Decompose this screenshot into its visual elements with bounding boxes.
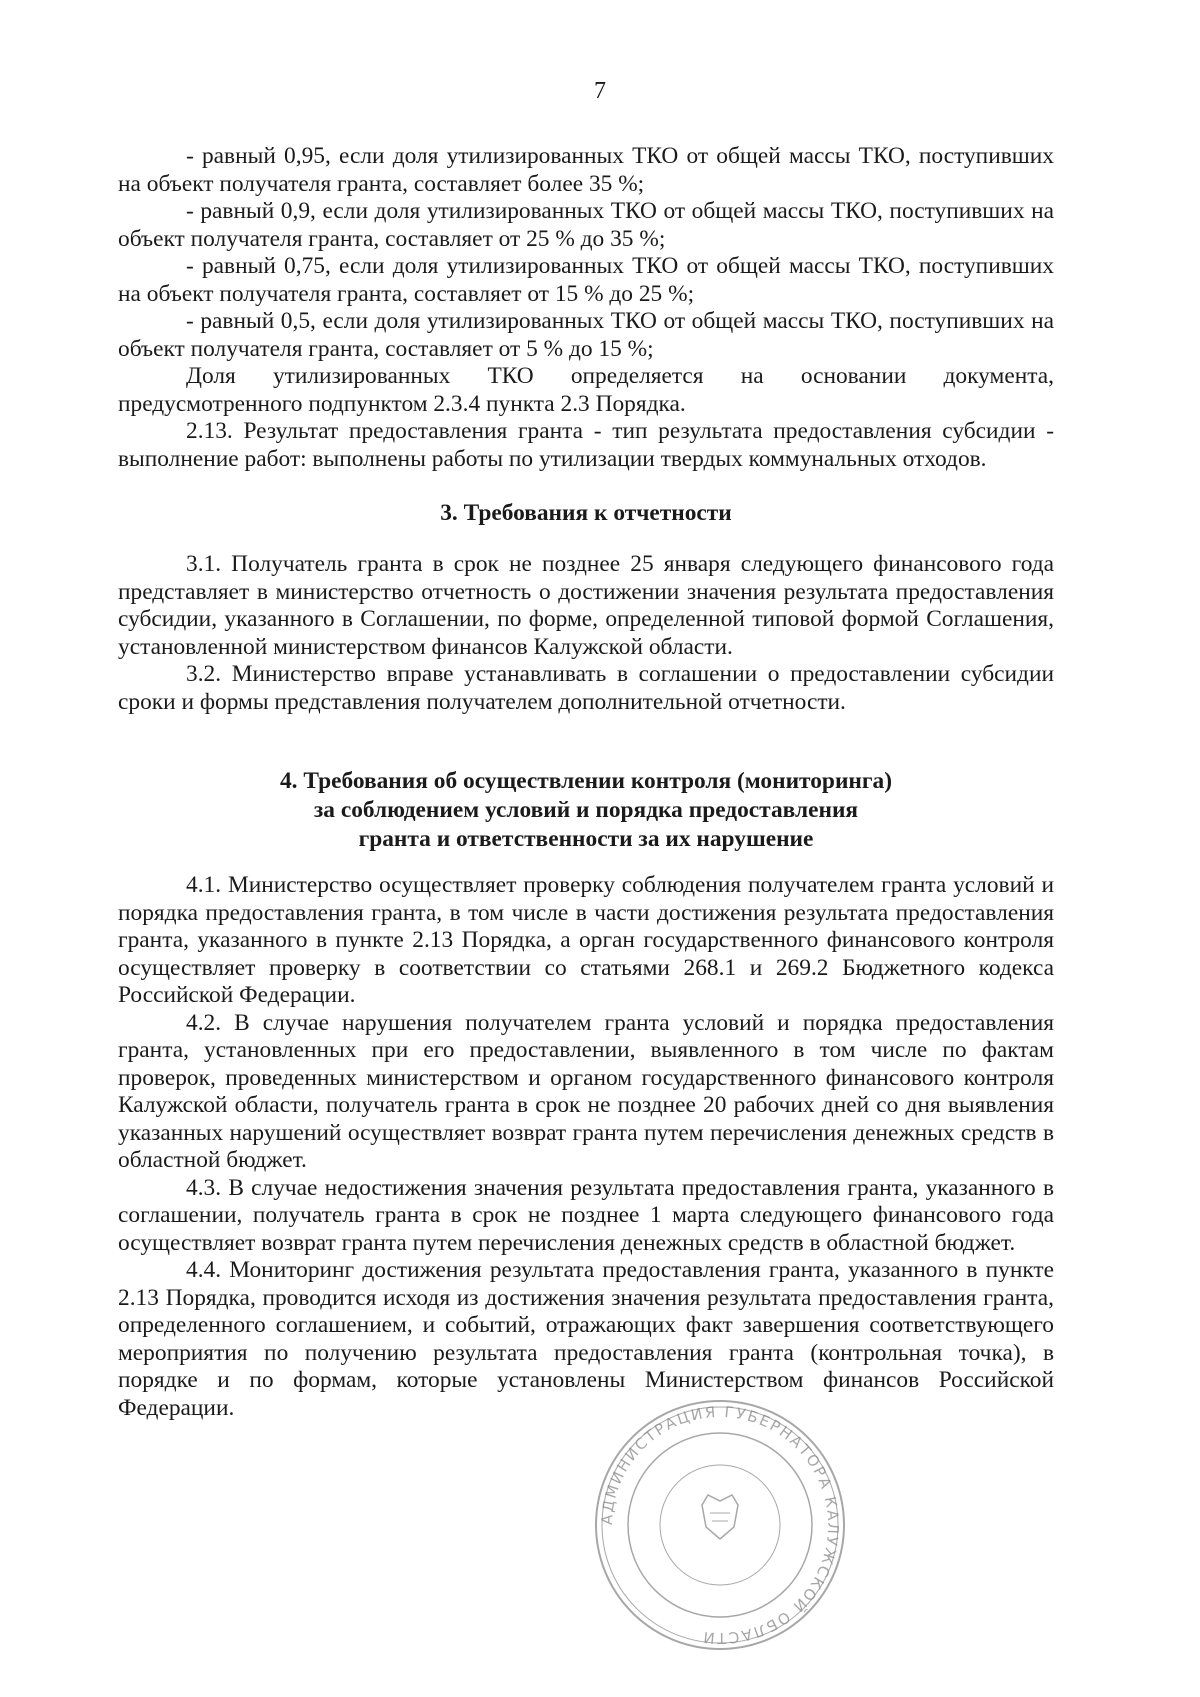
section-3-title: 3. Требования к отчетности bbox=[440, 500, 732, 526]
section-4-title-line-2: за соблюдением условий и порядка предоставления bbox=[313, 797, 859, 823]
section-4-title-line-3: гранта и ответственности за их нарушение bbox=[358, 826, 814, 852]
paragraph-4-1: 4.1. Министерство осуществляет проверку соблюдения получателем гранта условий и порядка предоставления гранта, в том числе в части достижения результата предоставления гранта, указанного в пункте 2.13 Порядка, а орган государственного финансового контроля осуществляет проверку в соответствии со статьями 268.1 и 269.2 Бюджетного кодекса Российской Федерации. bbox=[118, 872, 1054, 1008]
section-3-body bbox=[118, 551, 1054, 716]
official-seal-stamp bbox=[590, 1395, 850, 1655]
page-number: 7 bbox=[594, 78, 606, 104]
paragraph-3-2: 3.2. Министерство вправе устанавливать в соглашении о предоставлении субсидии сроки и формы представления получателем дополнительной отчетности. bbox=[118, 661, 1054, 715]
section-4-title-line-1: 4. Требования об осуществлении контроля (мониторинга) bbox=[279, 768, 892, 794]
paragraphs-coefficients bbox=[118, 143, 1054, 473]
paragraph-4-2: 4.2. В случае нарушения получателем гранта условий и порядка предоставления гранта, установленных при его предоставлении, выявленного в том числе по фактам проверок, проведенных министерством и органом государственного финансового контроля Калужской области, получатель гранта в срок не позднее 20 рабочих дней со дня выявления указанных нарушений осуществляет возврат гранта путем перечисления денежных средств в областной бюджет. bbox=[118, 1009, 1054, 1173]
paragraph-coef-075: - равный 0,75, если доля утилизированных ТКО от общей массы ТКО, поступивших на объект получателя гранта, составляет от 15 % до 25 %; bbox=[118, 253, 1054, 307]
paragraph-coef-05: - равный 0,5, если доля утилизированных ТКО от общей массы ТКО, поступивших на объект получателя гранта, составляет от 5 % до 15 %; bbox=[118, 308, 1054, 362]
paragraph-3-1: 3.1. Получатель гранта в срок не позднее 25 января следующего финансового года представляет в министерство отчетность о достижении значения результата предоставления субсидии, указанного в Соглашении, по форме, определенной типовой формой Соглашения, установленной министерством финансов Калужской области. bbox=[118, 551, 1054, 660]
paragraph-share-definition: Доля утилизированных ТКО определяется на основании документа, предусмотренного подпунктом 2.3.4 пункта 2.3 Порядка. bbox=[118, 363, 1054, 417]
svg-text:АДМИНИСТРАЦИЯ ГУБЕРНАТОРА КАЛУ bbox=[598, 1403, 842, 1647]
paragraph-2-13: 2.13. Результат предоставления гранта - тип результата предоставления субсидии - выполнение работ: выполнены работы по утилизации твердых коммунальных отходов. bbox=[118, 418, 1054, 472]
seal-outer-text: АДМИНИСТРАЦИЯ ГУБЕРНАТОРА КАЛУЖСКОЙ ОБЛАСТИ bbox=[597, 1402, 843, 1648]
paragraph-4-4: 4.4. Мониторинг достижения результата предоставления гранта, указанного в пункте 2.13 Порядка, проводится исходя из достижения значения результата предоставления гранта, определенного соглашением, и событий, отражающих факт завершения соответствующего мероприятия по получению результата предоставления гранта (контрольная точка), в порядке и по формам, которые установлены Министерством финансов Российской Федерации. bbox=[118, 1257, 1054, 1421]
paragraph-coef-095: - равный 0,95, если доля утилизированных ТКО от общей массы ТКО, поступивших на объект получателя гранта, составляет более 35 %; bbox=[118, 143, 1054, 197]
section-4-title bbox=[118, 767, 1054, 854]
paragraph-4-3: 4.3. В случае недостижения значения результата предоставления гранта, указанного в соглашении, получатель гранта в срок не позднее 1 марта следующего финансового года осуществляет возврат гранта путем перечисления денежных средств в областной бюджет. bbox=[118, 1174, 1054, 1256]
section-4-body bbox=[118, 872, 1054, 1422]
paragraph-coef-09: - равный 0,9, если доля утилизированных ТКО от общей массы ТКО, поступивших на объект получателя гранта, составляет от 25 % до 35 %; bbox=[118, 198, 1054, 252]
